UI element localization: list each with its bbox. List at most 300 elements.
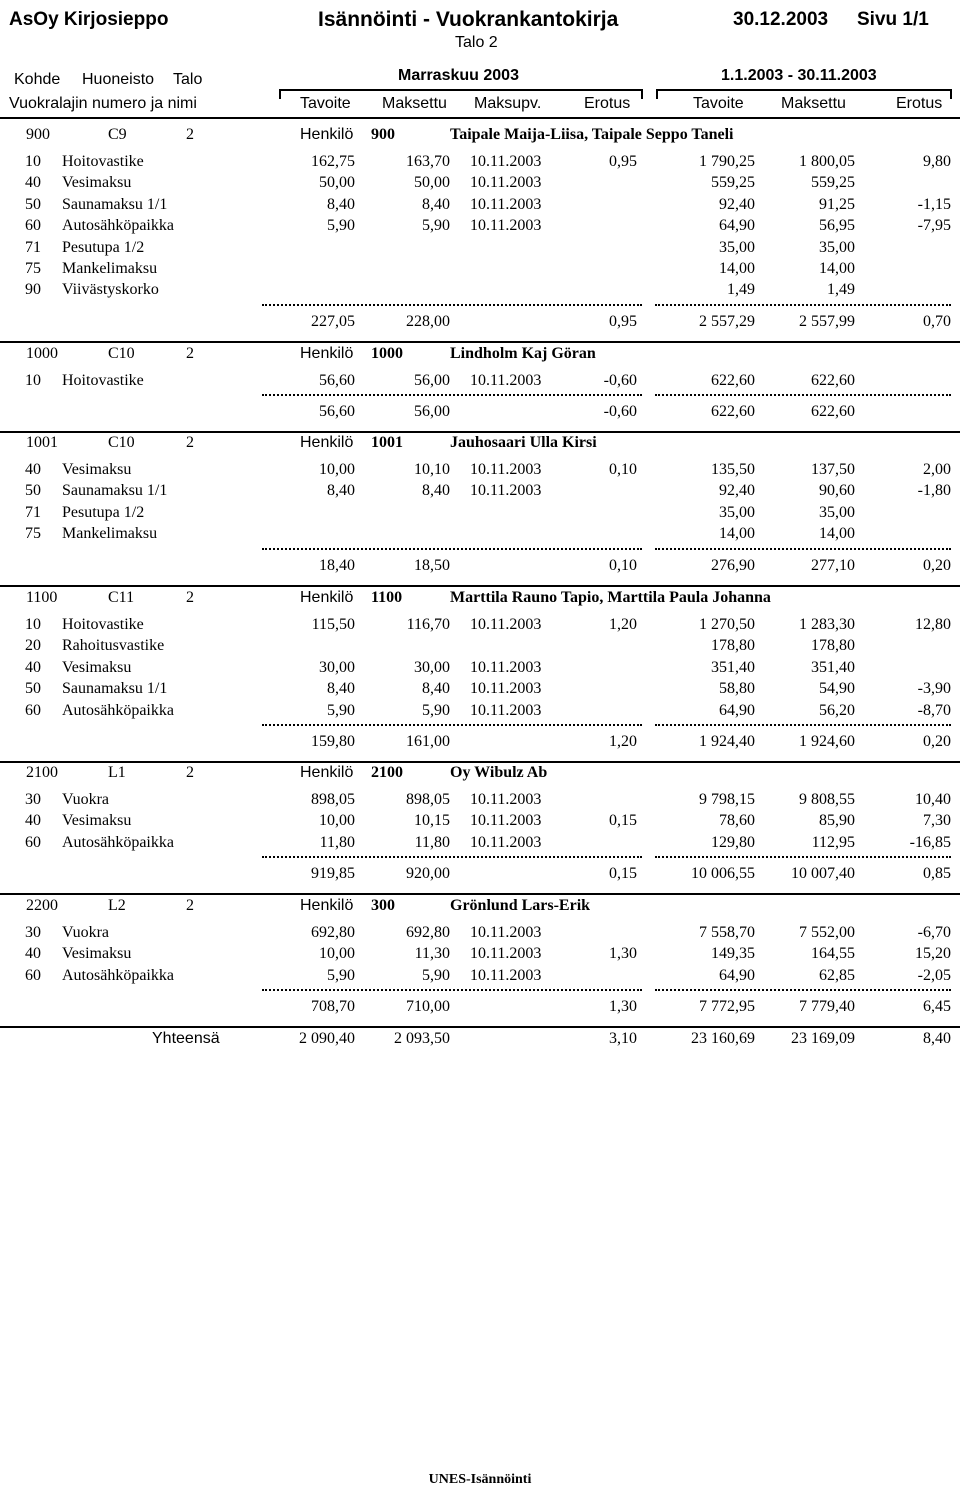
cell-maksettu: 692,80 (406, 924, 450, 941)
apartment-code: C10 (108, 345, 135, 362)
total-tavoite2: 10 006,55 (691, 865, 755, 883)
cell-name: Vesimaksu (62, 658, 132, 676)
month-bracket-right (641, 89, 643, 99)
cell-tavoite2: 64,90 (719, 966, 755, 984)
cell-maksettu2: 164,55 (811, 945, 855, 963)
cell-date: 10.11.2003 (470, 461, 542, 478)
cell-maksettu: 11,30 (414, 945, 450, 963)
cell-erotus: 1,20 (609, 616, 637, 633)
cell-date: 10.11.2003 (470, 966, 542, 984)
person-number: 300 (371, 897, 395, 914)
section-total-row (0, 403, 960, 424)
cell-tavoite2: 622,60 (711, 372, 755, 389)
total-erotus: 0,95 (609, 312, 637, 330)
grand-total-tavoite2: 23 160,69 (691, 1030, 755, 1047)
cell-date: 10.11.2003 (470, 680, 542, 698)
section-total-row (0, 313, 960, 334)
cell-tavoite2: 135,50 (711, 461, 755, 478)
cell-name: Vuokra (62, 924, 110, 941)
cell-tavoite2: 1 790,25 (699, 153, 755, 170)
cell-code: 40 (25, 812, 41, 830)
cell-date: 10.11.2003 (470, 153, 542, 170)
apartment-code: L2 (108, 897, 126, 914)
cell-erotus2: -6,70 (917, 924, 951, 941)
tenant-name: Lindholm Kaj Göran (450, 345, 596, 362)
cell-tavoite2: 559,25 (711, 174, 755, 192)
kohde-number: 2200 (26, 897, 58, 914)
cell-tavoite2: 92,40 (719, 482, 755, 500)
cell-maksettu: 163,70 (406, 153, 450, 170)
cell-code: 60 (25, 701, 41, 719)
cell-tavoite: 8,40 (327, 482, 355, 500)
cell-erotus2: 15,20 (915, 945, 951, 963)
cell-maksettu: 8,40 (422, 482, 450, 500)
cell-maksettu2: 1 800,05 (799, 153, 855, 170)
cell-tavoite2: 1,49 (727, 281, 755, 299)
section-header (0, 434, 960, 456)
cell-tavoite: 8,40 (327, 680, 355, 698)
cell-maksettu: 898,05 (406, 791, 450, 808)
section-total-row (0, 998, 960, 1019)
cell-name: Vuokra (62, 791, 110, 808)
cell-tavoite: 11,80 (319, 833, 355, 851)
cell-code: 60 (25, 966, 41, 984)
grand-total-row (0, 1030, 960, 1051)
cell-date: 10.11.2003 (470, 217, 542, 235)
cell-tavoite2: 92,40 (719, 195, 755, 213)
cell-maksettu2: 85,90 (819, 812, 855, 830)
ledger-row (0, 153, 960, 174)
total-erotus2: 0,20 (923, 556, 951, 574)
cell-tavoite2: 35,00 (719, 503, 755, 521)
tenant-name: Marttila Rauno Tapio, Marttila Paula Johanna (450, 589, 771, 606)
total-maksettu2: 1 924,60 (799, 733, 855, 750)
cell-maksettu: 56,00 (414, 372, 450, 389)
cell-name: Vesimaksu (62, 812, 132, 830)
ledger-row (0, 702, 960, 723)
cell-tavoite: 692,80 (311, 924, 355, 941)
cell-maksettu: 5,90 (422, 701, 450, 719)
cell-maksettu2: 56,20 (819, 701, 855, 719)
total-maksettu: 161,00 (406, 733, 450, 750)
cell-code: 40 (25, 658, 41, 676)
cell-maksettu: 8,40 (422, 680, 450, 698)
total-erotus2: 6,45 (923, 998, 951, 1016)
cell-name: Autosähköpaikka (62, 701, 174, 719)
cell-maksettu2: 90,60 (819, 482, 855, 500)
cell-erotus: 0,10 (609, 461, 637, 478)
cell-maksettu2: 1 283,30 (799, 616, 855, 633)
cell-erotus: 0,95 (609, 153, 637, 170)
total-tavoite: 159,80 (311, 733, 355, 750)
cell-date: 10.11.2003 (470, 616, 542, 633)
ledger-row (0, 461, 960, 482)
person-number: 2100 (371, 764, 403, 781)
ledger-row (0, 680, 960, 701)
col-talo: Talo (173, 71, 203, 88)
subtotal-separator-right (655, 724, 951, 726)
cell-tavoite2: 14,00 (719, 260, 755, 277)
col-huoneisto: Huoneisto (82, 71, 155, 88)
total-tavoite2: 1 924,40 (699, 733, 755, 750)
total-erotus: 0,10 (609, 556, 637, 574)
col-erotus2: Erotus (896, 95, 943, 112)
range-bracket-left (656, 89, 658, 99)
cell-name: Hoitovastike (62, 372, 144, 389)
cell-maksettu2: 14,00 (819, 260, 855, 277)
col-rent-type: Vuokralajin numero ja nimi (9, 95, 197, 112)
grand-total-maksettu2: 23 169,09 (791, 1030, 855, 1047)
section-total-row (0, 733, 960, 754)
cell-date: 10.11.2003 (470, 482, 542, 500)
grand-total-erotus: 3,10 (609, 1030, 637, 1047)
grand-total-tavoite: 2 090,40 (299, 1030, 355, 1047)
section-divider (0, 761, 960, 763)
cell-erotus2: -16,85 (909, 833, 951, 851)
cell-date: 10.11.2003 (470, 812, 542, 830)
building-number: 2 (186, 764, 194, 781)
range-bracket-line (656, 89, 952, 91)
cell-erotus: -0,60 (603, 372, 637, 389)
report-title: Isännöinti - Vuokrankantokirja (318, 8, 619, 31)
total-tavoite: 708,70 (311, 998, 355, 1016)
cell-maksettu2: 112,95 (811, 833, 855, 851)
cell-erotus2: -7,95 (917, 217, 951, 235)
cell-name: Hoitovastike (62, 153, 144, 170)
person-number: 1001 (371, 434, 403, 451)
cell-maksettu2: 559,25 (811, 174, 855, 192)
cell-tavoite: 56,60 (319, 372, 355, 389)
cell-erotus2: -1,80 (917, 482, 951, 500)
total-tavoite2: 276,90 (711, 556, 755, 574)
cell-maksettu2: 54,90 (819, 680, 855, 698)
cell-maksettu2: 62,85 (819, 966, 855, 984)
cell-maksettu: 5,90 (422, 966, 450, 984)
total-erotus2: 0,85 (923, 865, 951, 883)
cell-maksettu: 8,40 (422, 195, 450, 213)
period-month: Marraskuu 2003 (398, 67, 519, 84)
col-maksettu: Maksettu (382, 95, 447, 112)
cell-name: Saunamaksu 1/1 (62, 482, 168, 500)
kohde-number: 900 (26, 126, 50, 143)
total-maksettu: 710,00 (406, 998, 450, 1016)
cell-erotus2: 7,30 (923, 812, 951, 830)
cell-erotus2: -1,15 (917, 195, 951, 213)
cell-code: 71 (25, 238, 41, 256)
building-number: 2 (186, 589, 194, 606)
cell-erotus: 1,30 (609, 945, 637, 963)
cell-name: Viivästyskorko (62, 281, 159, 299)
cell-code: 75 (25, 525, 41, 543)
cell-code: 10 (25, 372, 41, 389)
cell-maksettu: 30,00 (414, 658, 450, 676)
cell-maksettu2: 56,95 (819, 217, 855, 235)
total-erotus: 0,15 (609, 865, 637, 883)
total-maksettu: 56,00 (414, 403, 450, 421)
ledger-row (0, 834, 960, 855)
col-maksettu2: Maksettu (781, 95, 846, 112)
ledger-row (0, 217, 960, 238)
subtotal-separator-left (262, 989, 642, 991)
person-label: Henkilö (300, 897, 354, 914)
cell-name: Autosähköpaikka (62, 966, 174, 984)
person-label: Henkilö (300, 345, 354, 362)
total-maksettu2: 2 557,99 (799, 312, 855, 330)
page-number: Sivu 1/1 (857, 9, 929, 30)
cell-maksettu2: 178,80 (811, 637, 855, 655)
kohde-number: 2100 (26, 764, 58, 781)
cell-maksettu: 50,00 (414, 174, 450, 192)
total-tavoite: 919,85 (311, 865, 355, 883)
subtotal-separator-left (262, 724, 642, 726)
cell-code: 50 (25, 195, 41, 213)
ledger-row (0, 967, 960, 988)
total-erotus: -0,60 (603, 403, 637, 421)
cell-maksettu2: 137,50 (811, 461, 855, 478)
cell-maksettu2: 35,00 (819, 503, 855, 521)
cell-tavoite2: 64,90 (719, 217, 755, 235)
section-total-row (0, 865, 960, 886)
total-erotus: 1,20 (609, 733, 637, 750)
apartment-code: C11 (108, 589, 135, 606)
cell-code: 10 (25, 153, 41, 170)
cell-tavoite2: 178,80 (711, 637, 755, 655)
cell-tavoite2: 9 798,15 (699, 791, 755, 808)
total-tavoite: 227,05 (311, 312, 355, 330)
cell-tavoite: 30,00 (319, 658, 355, 676)
cell-maksettu2: 622,60 (811, 372, 855, 389)
cell-tavoite: 5,90 (327, 966, 355, 984)
cell-name: Hoitovastike (62, 616, 144, 633)
cell-name: Pesutupa 1/2 (62, 238, 145, 256)
cell-code: 50 (25, 680, 41, 698)
apartment-code: C9 (108, 126, 127, 143)
section-header (0, 126, 960, 148)
cell-tavoite: 5,90 (327, 701, 355, 719)
ledger-row (0, 945, 960, 966)
building-number: 2 (186, 126, 194, 143)
subtotal-separator-left (262, 856, 642, 858)
grand-total-label: Yhteensä (152, 1030, 220, 1047)
section-header (0, 897, 960, 919)
month-bracket-left (279, 89, 281, 99)
subtotal-separator-left (262, 394, 642, 396)
col-maksupv: Maksupv. (474, 95, 542, 112)
cell-name: Saunamaksu 1/1 (62, 680, 168, 698)
building-number: 2 (186, 345, 194, 362)
cell-tavoite: 10,00 (319, 812, 355, 830)
cell-erotus2: -8,70 (917, 701, 951, 719)
cell-date: 10.11.2003 (470, 924, 542, 941)
total-maksettu: 920,00 (406, 865, 450, 883)
cell-tavoite: 898,05 (311, 791, 355, 808)
cell-code: 75 (25, 260, 41, 277)
section-total-row (0, 557, 960, 578)
cell-tavoite: 5,90 (327, 217, 355, 235)
kohde-number: 1000 (26, 345, 58, 362)
total-erotus2: 0,70 (923, 312, 951, 330)
ledger-row (0, 372, 960, 393)
ledger-row (0, 239, 960, 260)
ledger-row (0, 525, 960, 546)
tenant-name: Jauhosaari Ulla Kirsi (450, 434, 597, 451)
ledger-row (0, 924, 960, 945)
total-maksettu: 18,50 (414, 556, 450, 574)
cell-tavoite: 162,75 (311, 153, 355, 170)
cell-maksettu2: 35,00 (819, 238, 855, 256)
subtotal-separator-right (655, 856, 951, 858)
cell-code: 90 (25, 281, 41, 299)
ledger-row (0, 812, 960, 833)
total-tavoite: 18,40 (319, 556, 355, 574)
cell-code: 71 (25, 503, 41, 521)
subtotal-separator-right (655, 989, 951, 991)
col-tavoite: Tavoite (300, 95, 351, 112)
total-maksettu: 228,00 (406, 312, 450, 330)
cell-erotus2: 10,40 (915, 791, 951, 808)
cell-tavoite2: 78,60 (719, 812, 755, 830)
subtotal-separator-right (655, 548, 951, 550)
cell-tavoite2: 64,90 (719, 701, 755, 719)
cell-date: 10.11.2003 (470, 701, 542, 719)
total-maksettu2: 10 007,40 (791, 865, 855, 883)
person-label: Henkilö (300, 126, 354, 143)
cell-erotus2: -2,05 (917, 966, 951, 984)
tenant-name: Grönlund Lars-Erik (450, 897, 591, 914)
cell-date: 10.11.2003 (470, 195, 542, 213)
cell-name: Vesimaksu (62, 461, 132, 478)
ledger-row (0, 637, 960, 658)
cell-tavoite2: 14,00 (719, 525, 755, 543)
subtotal-separator-right (655, 394, 951, 396)
footer-text: UNES-Isännöinti (428, 1472, 532, 1487)
ledger-row (0, 659, 960, 680)
building-number: 2 (186, 897, 194, 914)
person-label: Henkilö (300, 589, 354, 606)
cell-code: 50 (25, 482, 41, 500)
subtotal-separator-left (262, 548, 642, 550)
ledger-row (0, 196, 960, 217)
cell-name: Vesimaksu (62, 945, 132, 963)
subtotal-separator-left (262, 304, 642, 306)
grand-total-maksettu: 2 093,50 (394, 1030, 450, 1047)
cell-date: 10.11.2003 (470, 658, 542, 676)
cell-date: 10.11.2003 (470, 791, 542, 808)
cell-name: Saunamaksu 1/1 (62, 195, 168, 213)
cell-code: 20 (25, 637, 41, 655)
tenant-name: Taipale Maija-Liisa, Taipale Seppo Taneli (450, 126, 734, 143)
ledger-row (0, 504, 960, 525)
cell-date: 10.11.2003 (470, 833, 542, 851)
cell-tavoite2: 35,00 (719, 238, 755, 256)
total-tavoite2: 2 557,29 (699, 312, 755, 330)
ledger-row (0, 791, 960, 812)
cell-tavoite: 8,40 (327, 195, 355, 213)
cell-name: Autosähköpaikka (62, 833, 174, 851)
cell-maksettu2: 7 552,00 (799, 924, 855, 941)
cell-tavoite2: 351,40 (711, 658, 755, 676)
cell-maksettu: 11,80 (414, 833, 450, 851)
section-header (0, 345, 960, 367)
ledger-row (0, 616, 960, 637)
cell-maksettu: 116,70 (406, 616, 450, 633)
company-name: AsOy Kirjosieppo (9, 9, 169, 30)
apartment-code: C10 (108, 434, 135, 451)
cell-maksettu2: 91,25 (819, 195, 855, 213)
cell-code: 60 (25, 833, 41, 851)
cell-erotus: 0,15 (609, 812, 637, 830)
col-erotus: Erotus (584, 95, 631, 112)
ledger-row (0, 174, 960, 195)
month-bracket-line (279, 89, 643, 91)
building-name: Talo 2 (455, 34, 498, 51)
total-maksettu2: 7 779,40 (799, 998, 855, 1016)
ledger-row (0, 482, 960, 503)
kohde-number: 1001 (26, 434, 58, 451)
cell-tavoite2: 129,80 (711, 833, 755, 851)
ledger-row (0, 281, 960, 302)
person-label: Henkilö (300, 434, 354, 451)
cell-date: 10.11.2003 (470, 945, 542, 963)
ledger-row (0, 260, 960, 281)
report-date: 30.12.2003 (733, 9, 829, 30)
col-kohde: Kohde (14, 71, 61, 88)
cell-code: 30 (25, 791, 41, 808)
cell-tavoite: 10,00 (319, 945, 355, 963)
cell-maksettu2: 1,49 (827, 281, 855, 299)
total-erotus: 1,30 (609, 998, 637, 1016)
cell-tavoite: 50,00 (319, 174, 355, 192)
cell-maksettu: 10,15 (414, 812, 450, 830)
section-divider (0, 341, 960, 343)
cell-name: Rahoitusvastike (62, 637, 165, 655)
apartment-code: L1 (108, 764, 126, 781)
grand-total-erotus2: 8,40 (923, 1030, 951, 1047)
cell-code: 40 (25, 945, 41, 963)
period-range: 1.1.2003 - 30.11.2003 (721, 67, 877, 84)
cell-maksettu: 5,90 (422, 217, 450, 235)
person-label: Henkilö (300, 764, 354, 781)
cell-tavoite2: 149,35 (711, 945, 755, 963)
cell-name: Autosähköpaikka (62, 217, 174, 235)
total-erotus2: 0,20 (923, 733, 951, 750)
cell-tavoite: 10,00 (319, 461, 355, 478)
person-number: 900 (371, 126, 395, 143)
section-header (0, 764, 960, 786)
cell-maksettu2: 351,40 (811, 658, 855, 676)
subtotal-separator-right (655, 304, 951, 306)
person-number: 1000 (371, 345, 403, 362)
cell-code: 40 (25, 174, 41, 192)
cell-erotus2: 2,00 (923, 461, 951, 478)
section-divider (0, 1026, 960, 1028)
cell-erotus2: 9,80 (923, 153, 951, 170)
cell-date: 10.11.2003 (470, 372, 542, 389)
cell-erotus2: -3,90 (917, 680, 951, 698)
section-divider (0, 585, 960, 587)
cell-erotus2: 12,80 (915, 616, 951, 633)
building-number: 2 (186, 434, 194, 451)
total-tavoite: 56,60 (319, 403, 355, 421)
cell-name: Mankelimaksu (62, 260, 158, 277)
total-maksettu2: 622,60 (811, 403, 855, 421)
cell-code: 30 (25, 924, 41, 941)
cell-name: Pesutupa 1/2 (62, 503, 145, 521)
cell-maksettu2: 9 808,55 (799, 791, 855, 808)
cell-tavoite2: 7 558,70 (699, 924, 755, 941)
cell-date: 10.11.2003 (470, 174, 542, 192)
cell-code: 40 (25, 461, 41, 478)
